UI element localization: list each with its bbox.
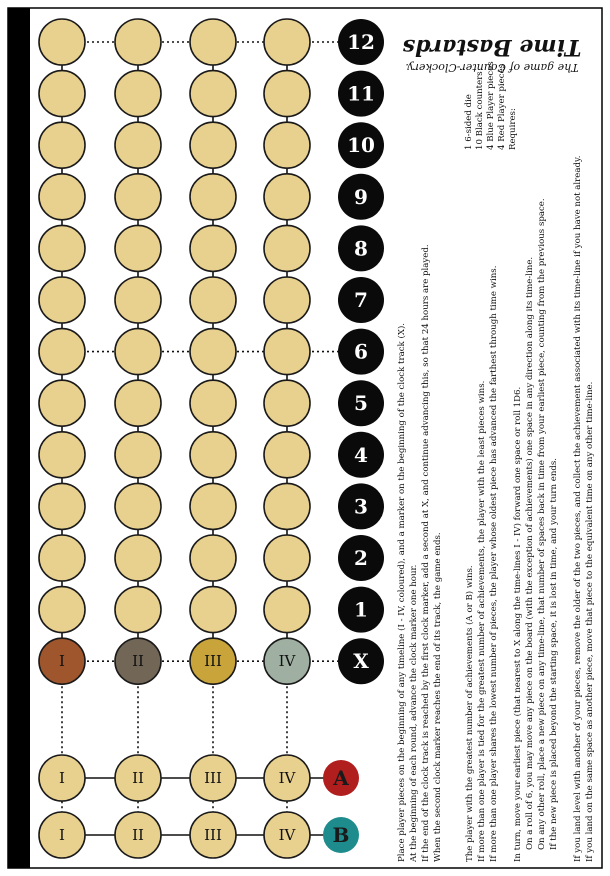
requirement-item: 10 Black counters <box>475 71 485 150</box>
rule-line: If more than one player is tied for the greatest number of achievements, the player with the least pieces wins. <box>477 380 487 862</box>
timeline-space[interactable] <box>39 587 85 633</box>
timeline-space[interactable] <box>264 225 310 271</box>
requirement-item: 1 6-sided die <box>464 94 474 150</box>
timeline-numeral: I <box>59 652 65 671</box>
timeline-space[interactable] <box>115 122 161 168</box>
clock-label: 5 <box>354 391 368 416</box>
timeline-space[interactable] <box>115 19 161 65</box>
timeline-space[interactable] <box>115 225 161 271</box>
player-space-numeral: III <box>204 769 222 787</box>
timeline-space[interactable] <box>190 277 236 323</box>
timeline-numeral: III <box>204 652 222 671</box>
timeline-space[interactable] <box>190 535 236 581</box>
timeline-space[interactable] <box>39 71 85 117</box>
clock-label: 6 <box>354 339 368 364</box>
timeline-space[interactable] <box>39 19 85 65</box>
clock-label: 1 <box>354 597 368 622</box>
timeline-space[interactable] <box>115 174 161 220</box>
timeline-space[interactable] <box>115 71 161 117</box>
timeline-space[interactable] <box>115 380 161 426</box>
timeline-space[interactable] <box>115 587 161 633</box>
player-space-numeral: I <box>59 769 65 787</box>
timeline-space[interactable] <box>264 122 310 168</box>
player-space-numeral: I <box>59 826 65 844</box>
timeline-space[interactable] <box>264 174 310 220</box>
timeline-space[interactable] <box>190 380 236 426</box>
timeline-space[interactable] <box>264 587 310 633</box>
rule-line: If more than one player shares the lowest number of pieces, the player whose oldest piece has advanced the farthest through time wins. <box>489 265 499 862</box>
rule-line: In turn, move your earliest piece (that nearest to X along the time-lines I - IV) forward one space or roll 1D6. <box>513 386 523 862</box>
rule-line: If the end of the clock track is reached by the first clock marker, add a second at X, and continue advancing this, so that 24 hours are played. <box>421 244 431 862</box>
board-left-margin <box>8 8 30 868</box>
clock-label: 3 <box>354 494 368 519</box>
achievement-label: B <box>332 823 350 847</box>
timeline-space[interactable] <box>115 432 161 478</box>
clock-label: 10 <box>347 133 375 158</box>
timeline-space[interactable] <box>190 71 236 117</box>
timeline-space[interactable] <box>39 535 85 581</box>
rule-line: If you land level with another of your pieces, remove the older of the two pieces, and collect the achievement associated with its time-line if you have not already. <box>573 155 583 862</box>
achievement-label: A <box>333 766 349 790</box>
timeline-space[interactable] <box>264 483 310 529</box>
timeline-space[interactable] <box>264 432 310 478</box>
timeline-space[interactable] <box>115 483 161 529</box>
timeline-space[interactable] <box>264 71 310 117</box>
timeline-space[interactable] <box>264 329 310 375</box>
timeline-space[interactable] <box>264 277 310 323</box>
rule-line: At the beginning of each round, advance the clock marker one hour. <box>409 564 419 862</box>
timeline-space[interactable] <box>39 432 85 478</box>
timeline-space[interactable] <box>190 329 236 375</box>
clock-label: 9 <box>354 184 368 209</box>
rule-line: When the second clock marker reaches the end of its track, the game ends. <box>433 532 443 862</box>
timeline-space[interactable] <box>115 277 161 323</box>
player-space-numeral: IV <box>278 769 296 787</box>
timeline-space[interactable] <box>264 535 310 581</box>
timeline-space[interactable] <box>264 380 310 426</box>
timeline-space[interactable] <box>115 329 161 375</box>
timeline-space[interactable] <box>190 587 236 633</box>
rule-line: If the new piece is placed beyond the starting space, it is lost in time, and your turn ends. <box>549 457 559 850</box>
timeline-space[interactable] <box>190 122 236 168</box>
clock-label: 11 <box>347 81 375 106</box>
timeline-space[interactable] <box>39 380 85 426</box>
player-space-numeral: II <box>132 769 144 787</box>
timeline-space[interactable] <box>190 174 236 220</box>
rule-line: On a roll of 6, you may move any piece on the board (with the exception of achievements) one space in any direction along its time-line. <box>525 256 535 850</box>
timeline-space[interactable] <box>39 329 85 375</box>
clock-label: 7 <box>354 288 368 312</box>
player-space-numeral: II <box>132 826 144 844</box>
timeline-numeral: II <box>132 652 144 671</box>
timeline-space[interactable] <box>39 277 85 323</box>
timeline-space[interactable] <box>190 432 236 478</box>
clock-label: X <box>353 649 369 674</box>
requirements-heading: Requires: <box>508 108 518 150</box>
timeline-space[interactable] <box>39 174 85 220</box>
timeline-numeral: IV <box>278 652 296 671</box>
timeline-space[interactable] <box>264 19 310 65</box>
timeline-space[interactable] <box>39 225 85 271</box>
timeline-space[interactable] <box>190 483 236 529</box>
requirement-item: 4 Blue Player pieces <box>486 61 496 150</box>
player-space-numeral: III <box>204 826 222 844</box>
rule-line: The player with the greatest number of achievements (A or B) wins. <box>465 565 475 862</box>
timeline-space[interactable] <box>39 483 85 529</box>
timeline-space[interactable] <box>115 535 161 581</box>
clock-label: 12 <box>347 30 375 54</box>
rule-line: Place player pieces on the beginning of any timeline (I - IV, coloured), and a marker on the beginning of the clock track (X). <box>397 322 407 862</box>
clock-label: 2 <box>354 546 368 570</box>
timeline-space[interactable] <box>190 225 236 271</box>
timeline-space[interactable] <box>190 19 236 65</box>
clock-label: 4 <box>354 442 368 467</box>
game-subtitle: The game of Counter-Clockery. <box>405 61 579 74</box>
player-space-numeral: IV <box>278 826 296 844</box>
rule-line: If you land on the same space as another piece, move that piece to the equivalent time on any other time-line. <box>585 381 595 862</box>
clock-label: 8 <box>354 236 368 261</box>
timeline-space[interactable] <box>39 122 85 168</box>
requirement-item: 4 Red Player pieces <box>497 63 507 150</box>
game-title: Time Bastards <box>402 34 582 60</box>
rule-line: On any other roll, place a new piece on any time-line, that number of spaces back in time from your earliest piece, counting from the previous space. <box>537 198 547 850</box>
